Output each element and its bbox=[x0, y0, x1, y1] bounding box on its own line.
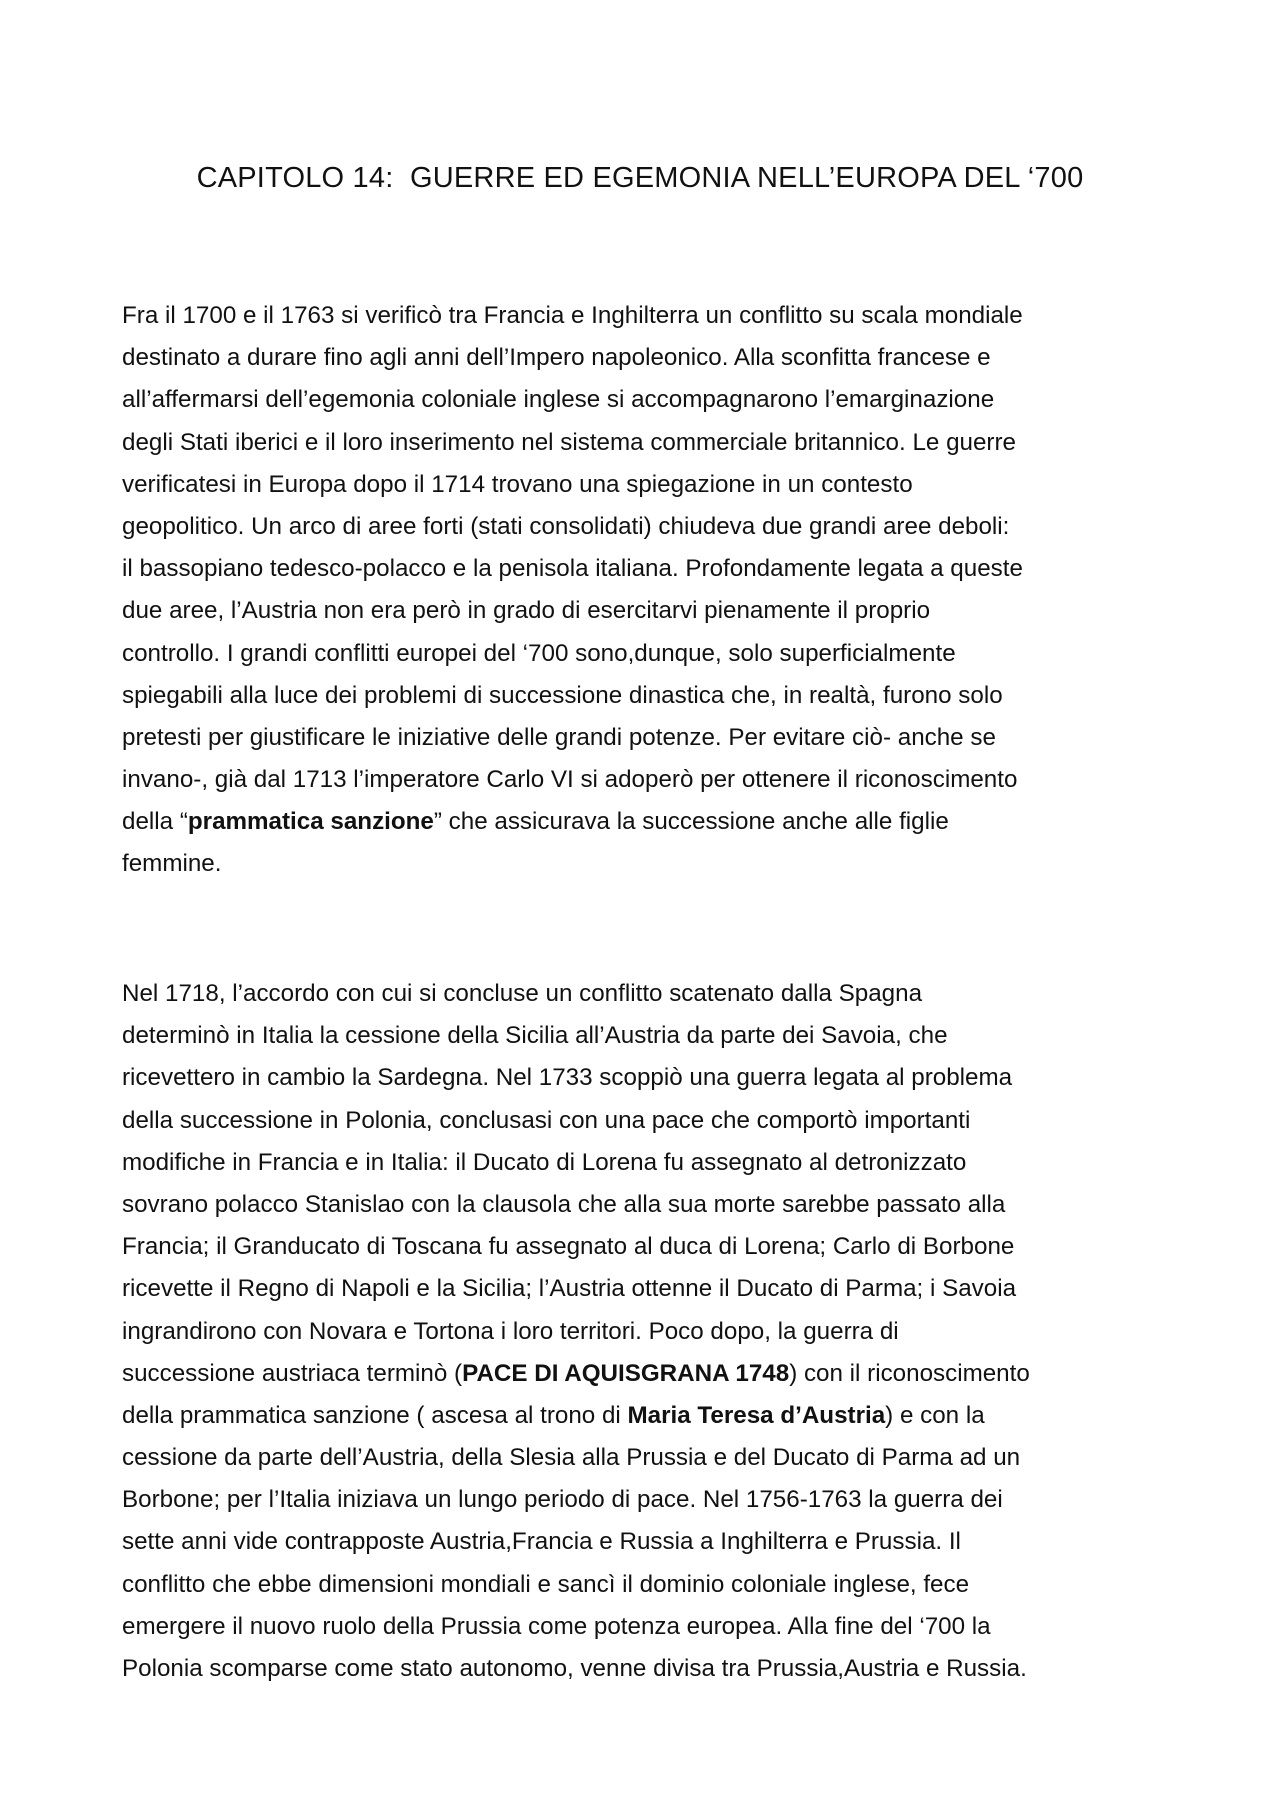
text-fragment: ” che assicurava la successione anche alle figlie bbox=[433, 808, 949, 836]
text-fragment: della prammatica sanzione ( ascesa al trono di bbox=[122, 1401, 628, 1429]
text-line: controllo. I grandi conflitti europei del ‘700 sono,dunque, solo superficialmente bbox=[122, 639, 956, 667]
paragraph-intro bbox=[122, 295, 1172, 886]
text-line: modifiche in Francia e in Italia: il Ducato di Lorena fu assegnato al detronizzato bbox=[122, 1148, 967, 1176]
text-line: geopolitico. Un arco di aree forti (stati consolidati) chiudeva due grandi aree deboli: bbox=[122, 512, 1010, 540]
text-line: Polonia scomparse come stato autonomo, venne divisa tra Prussia,Austria e Russia. bbox=[122, 1655, 1027, 1682]
text-line: degli Stati iberici e il loro inserimento nel sistema commerciale britannico. Le guerre bbox=[122, 428, 1016, 456]
text-line: Francia; il Granducato di Toscana fu assegnato al duca di Lorena; Carlo di Borbone bbox=[122, 1233, 1015, 1261]
chapter-title: CAPITOLO 14: GUERRE ED EGEMONIA NELL’EUROPA DEL ‘700 bbox=[196, 162, 1084, 194]
bold-term-prammatica-sanzione: prammatica sanzione bbox=[187, 808, 434, 836]
text-line: all’affermarsi dell’egemonia coloniale inglese si accompagnarono l’emarginazione bbox=[122, 386, 995, 414]
text-line-with-bold bbox=[122, 1395, 1172, 1437]
text-line: sovrano polacco Stanislao con la clausola che alla sua morte sarebbe passato alla bbox=[122, 1190, 1006, 1218]
text-line: Fra il 1700 e il 1763 si verificò tra Francia e Inghilterra un conflitto su scala mondiale bbox=[122, 302, 1023, 329]
text-line: il bassopiano tedesco-polacco e la penisola italiana. Profondamente legata a queste bbox=[122, 555, 1023, 583]
bold-term-pace-di-aquisgrana: PACE DI AQUISGRANA 1748 bbox=[462, 1359, 790, 1387]
text-line: femmine. bbox=[122, 850, 222, 878]
text-line: determinò in Italia la cessione della Sicilia all’Austria da parte dei Savoia, che bbox=[122, 1022, 948, 1050]
text-fragment: ) e con la bbox=[885, 1401, 985, 1429]
paragraph-wars bbox=[122, 973, 1172, 1690]
text-line: cessione da parte dell’Austria, della Slesia alla Prussia e del Ducato di Parma ad un bbox=[122, 1444, 1021, 1472]
text-line-with-bold bbox=[122, 1353, 1172, 1395]
bold-term-maria-teresa: Maria Teresa d’Austria bbox=[627, 1401, 886, 1429]
text-line: emergere il nuovo ruolo della Prussia come potenza europea. Alla fine del ‘700 la bbox=[122, 1612, 991, 1640]
text-line: ingrandirono con Novara e Tortona i loro territori. Poco dopo, la guerra di bbox=[122, 1317, 899, 1345]
text-line: invano-, già dal 1713 l’imperatore Carlo VI si adoperò per ottenere il riconoscimento bbox=[122, 766, 1018, 794]
text-line: sette anni vide contrapposte Austria,Francia e Russia a Inghilterra e Prussia. Il bbox=[122, 1528, 961, 1556]
text-line: della successione in Polonia, conclusasi con una pace che comportò importanti bbox=[122, 1106, 971, 1134]
text-line: Borbone; per l’Italia iniziava un lungo periodo di pace. Nel 1756-1763 la guerra dei bbox=[122, 1486, 1003, 1514]
text-line: destinato a durare fino agli anni dell’Impero napoleonico. Alla sconfitta francese e bbox=[122, 344, 991, 372]
text-fragment: successione austriaca terminò ( bbox=[122, 1359, 463, 1387]
text-line: pretesti per giustificare le iniziative delle grandi potenze. Per evitare ciò- anche se bbox=[122, 723, 996, 751]
text-line: ricevette il Regno di Napoli e la Sicilia; l’Austria ottenne il Ducato di Parma; i Savoia bbox=[122, 1275, 1017, 1303]
text-fragment: ) con il riconoscimento bbox=[789, 1359, 1030, 1387]
text-fragment: della “ bbox=[122, 808, 188, 836]
text-line: verificatesi in Europa dopo il 1714 trovano una spiegazione in un contesto bbox=[122, 470, 913, 498]
text-line-with-bold bbox=[122, 801, 1172, 843]
text-line: spiegabili alla luce dei problemi di successione dinastica che, in realtà, furono solo bbox=[122, 681, 1003, 709]
text-line: Nel 1718, l’accordo con cui si concluse un conflitto scatenato dalla Spagna bbox=[122, 980, 923, 1007]
text-line: due aree, l’Austria non era però in grado di esercitarvi pienamente il proprio bbox=[122, 597, 931, 625]
text-line: conflitto che ebbe dimensioni mondiali e sancì il dominio coloniale inglese, fece bbox=[122, 1570, 970, 1598]
text-line: ricevettero in cambio la Sardegna. Nel 1733 scoppiò una guerra legata al problema bbox=[122, 1064, 1013, 1092]
